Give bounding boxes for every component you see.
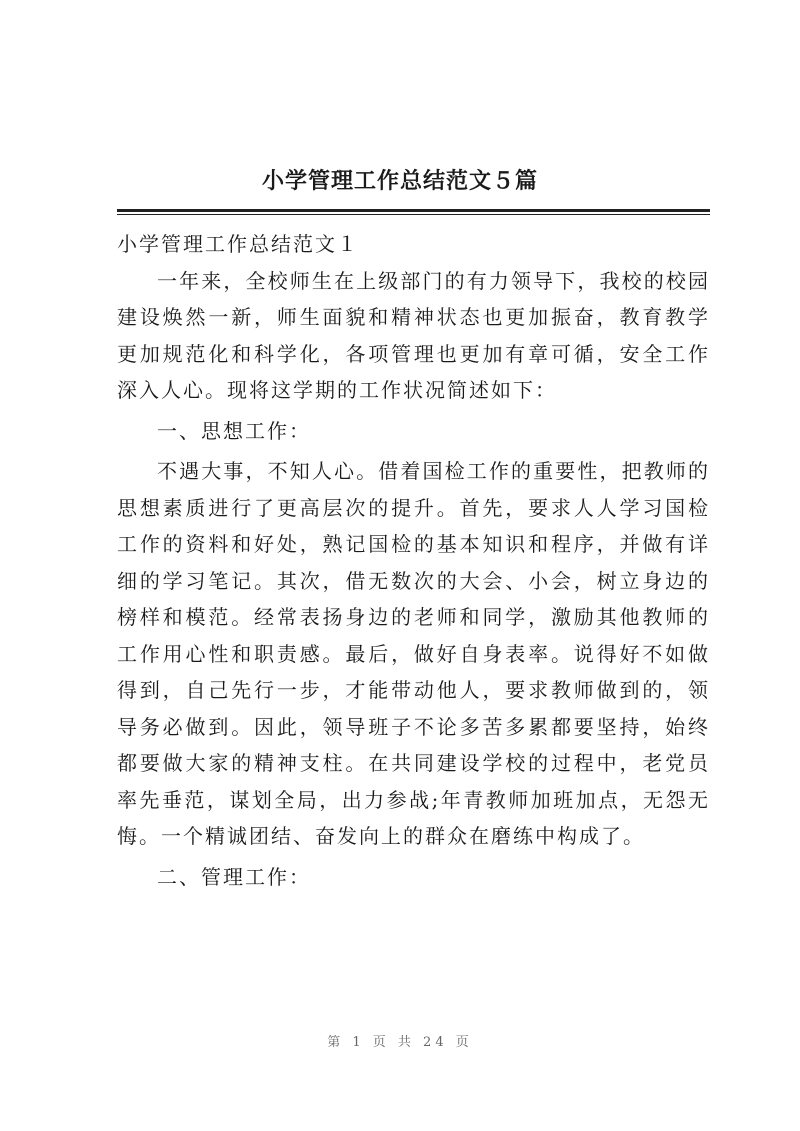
thought-paragraph: 不遇大事，不知人心。借着国检工作的重要性，把教师的思想素质进行了更高层次的提升。首先，要求人人学习国检工作的资料和好处，熟记国检的基本知识和程序，并做有详细的学习笔记。其次，借无数次的大会、小会，树立身边的榜样和模范。经常表扬身边的老师和同学，激励其他教师的工作用心性和职责感。最后，做好自身表率。说得好不如做得到，自己先行一步，才能带动他人，要求教师做到的，领导务必做到。因此，领导班子不论多苦多累都要坚持，始终都要做大家的精神支柱。在共同建设学校的过程中，老党员率先垂范，谋划全局，出力参战;年青教师加班加点，无怨无悔。一个精诚团结、奋发向上的群众在磨练中构成了。 [117, 459, 710, 848]
title-divider [117, 209, 710, 212]
intro-paragraph: 一年来，全校师生在上级部门的有力领导下，我校的校园建设焕然一新，师生面貌和精神状态也更加振奋，教育教学更加规范化和科学化，各项管理也更加有章可循，安全工作深入人心。现将这学期的工作状况简述如下： [117, 268, 710, 402]
page-number-footer: 第 1 页 共 24 页 [327, 1035, 473, 1050]
page-title: 小学管理工作总结范文５篇 [261, 168, 538, 194]
document-body [117, 226, 710, 895]
section-subtitle: 小学管理工作总结范文１ [117, 232, 359, 256]
section-heading-thought: 一、思想工作： [157, 418, 311, 443]
section-heading-management: 二、管理工作： [157, 864, 311, 889]
